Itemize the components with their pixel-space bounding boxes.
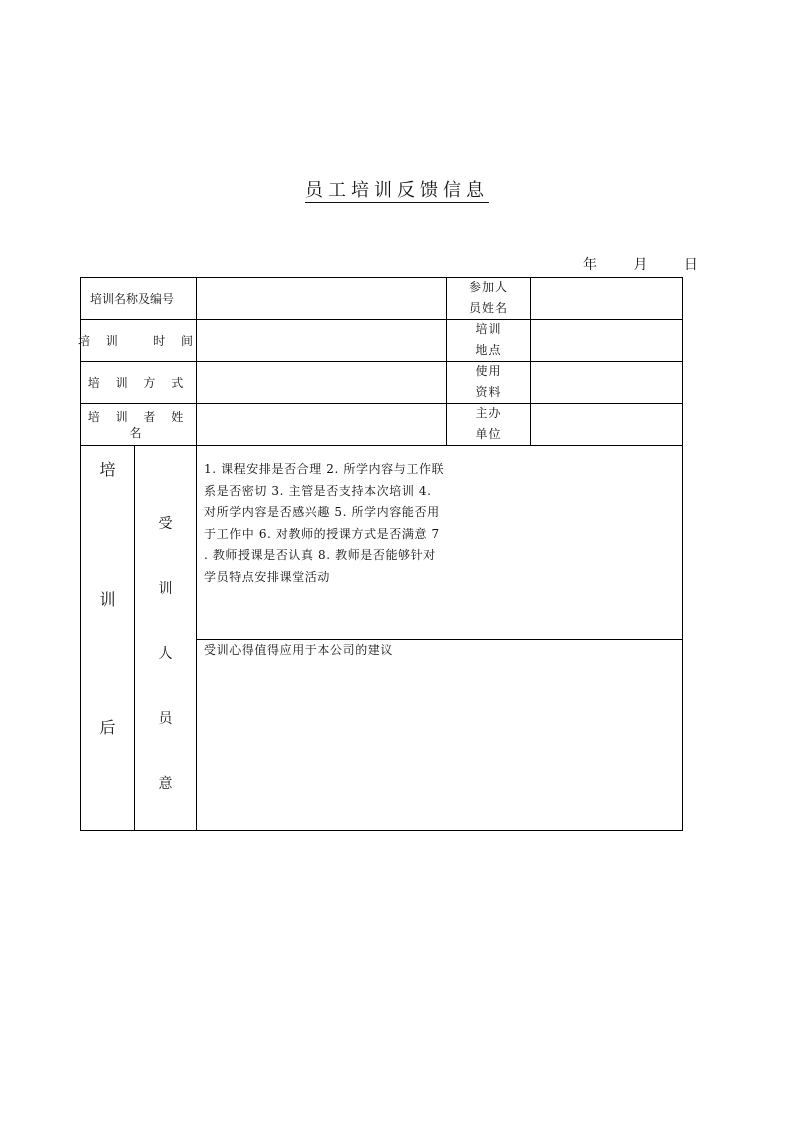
subsection-char-3: 人 — [158, 646, 173, 662]
question-line-5: . 教师授课是否认真 8. 教师是否能够针对 — [204, 548, 436, 562]
field-training-name[interactable] — [197, 278, 446, 319]
label-training-method-text: 培 训 方 式 — [87, 375, 190, 390]
label-location-line1: 培训 — [475, 322, 502, 336]
field-location[interactable] — [531, 320, 682, 361]
label-training-time-text: 培 训 时 间 — [77, 333, 200, 348]
subsection-char-1: 受 — [158, 516, 173, 532]
label-training-name — [81, 278, 196, 319]
section-char-3: 后 — [99, 718, 116, 737]
question-line-2: 系是否密切 3. 主管是否支持本次培训 4. — [204, 483, 432, 498]
label-organizer-line2: 单位 — [475, 427, 502, 441]
question-line-4: 于工作中 6. 对教师的授课方式是否满意 7 — [204, 526, 440, 541]
label-training-time — [77, 320, 200, 361]
section-char-2: 训 — [99, 590, 116, 609]
question-line-6: 学员特点安排课堂活动 — [204, 569, 331, 584]
field-organizer[interactable] — [531, 404, 682, 445]
label-location-line2: 地点 — [475, 343, 502, 357]
label-materials-line1: 使用 — [475, 364, 502, 378]
label-trainer-name-text: 培 训 者 姓 名 — [87, 409, 190, 440]
label-participants — [447, 276, 530, 320]
label-participants-line1: 参加人 — [468, 280, 508, 294]
subsection-char-5: 意 — [158, 776, 173, 792]
page-title: 员工培训反馈信息 — [305, 180, 489, 201]
subsection-char-2: 训 — [158, 581, 173, 597]
label-location — [447, 318, 530, 362]
label-organizer-line1: 主办 — [475, 406, 502, 420]
label-trainer-name — [81, 404, 196, 445]
field-trainer-name[interactable] — [197, 404, 446, 445]
subsection-char-4: 员 — [158, 711, 173, 727]
suggestion-label: 受训心得值得应用于本公司的建议 — [204, 643, 394, 657]
label-training-method — [81, 362, 196, 403]
date-month: 月 — [633, 257, 648, 273]
label-materials — [447, 360, 530, 404]
question-line-3: 对所学内容是否感兴趣 5. 所学内容能否用 — [204, 505, 440, 519]
label-materials-line2: 资料 — [475, 385, 502, 399]
label-organizer — [447, 402, 530, 446]
question-line-1: 1. 课程安排是否合理 2. 所学内容与工作联 — [204, 462, 445, 476]
field-training-method[interactable] — [197, 362, 446, 403]
date-day: 日 — [683, 257, 698, 273]
field-training-time[interactable] — [197, 320, 446, 361]
date-year: 年 — [583, 257, 597, 273]
label-participants-line2: 员姓名 — [468, 301, 508, 315]
field-participants[interactable] — [531, 278, 682, 319]
suggestion-field[interactable] — [197, 662, 682, 829]
label-training-name-text: 培训名称及编号 — [90, 291, 175, 306]
section-char-1: 培 — [99, 460, 116, 479]
feedback-questions[interactable] — [204, 459, 494, 588]
field-materials[interactable] — [531, 362, 682, 403]
